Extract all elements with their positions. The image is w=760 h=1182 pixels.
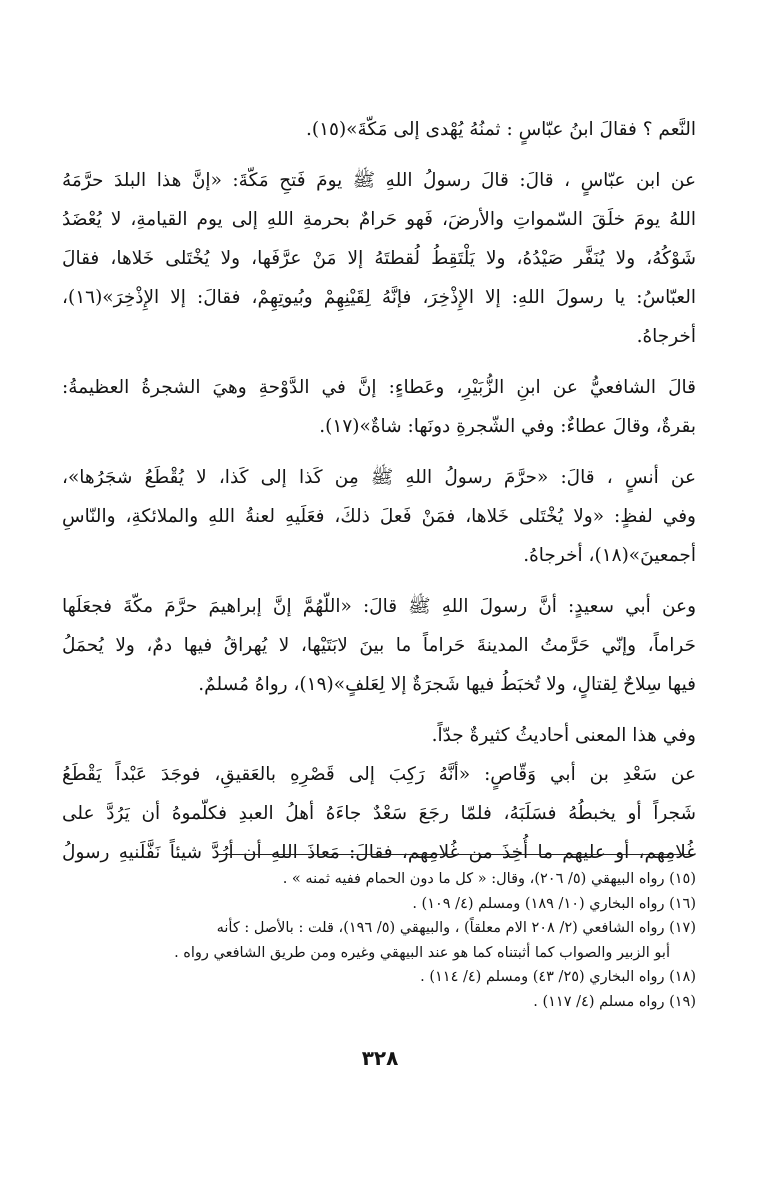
footnote-17: (١٧) رواه الشافعي (٢/ ٢٠٨ الام معلقاً) ، والبيهقي (٥/ ١٩٦)، قلت : بالأصل : كأنه bbox=[216, 920, 696, 936]
paragraph-1 bbox=[62, 110, 696, 149]
text-line: فيها سِلاحٌ لِقتالٍ، ولا تُخبَطُ فيها شَجرَةٌ إلا لِعَلفٍ»(١٩)، رواهُ مُسلمٌ. bbox=[198, 674, 696, 695]
paragraph-4 bbox=[62, 458, 696, 575]
footnote-18: (١٨) رواه البخاري (٢٥/ ٤٣) ومسلم (٤/ ١١٤) . bbox=[420, 969, 696, 985]
text-line: أجمعينَ»(١٨)، أخرجاهُ. bbox=[523, 545, 696, 566]
text-line: وفي لفظٍ: «ولا يُخْتَلى خَلاها، فمَنْ فَعلَ ذلكَ، فعَلَيهِ لعنةُ اللهِ والملائكةِ، والنّاسِ bbox=[62, 506, 696, 527]
text-line: شَجراً أو يخبطُهُ فسَلَبَهُ، فلمّا رجَعَ سَعْدٌ جاءَهُ أهلُ العبدِ فكلّموهُ أن يَرُدَّ على bbox=[62, 803, 696, 824]
text-line: قالَ الشافعيُّ عن ابنِ الزُّبَيْرِ، وعَطاءٍ: إنَّ في الدَّوْحةِ وهيَ الشجرةُ العظيمةُ: bbox=[62, 377, 696, 398]
text-line: حَراماً، وإنّي حَرَّمتُ المدينةَ حَراماً ما بينَ لابَتَيْها، لا يُهراقُ فيها دمٌ، ولا يُحمَلُ bbox=[62, 635, 696, 656]
text-line: وفي هذا المعنى أحاديثُ كثيرةٌ جدّاً. bbox=[431, 725, 696, 746]
footnotes bbox=[62, 867, 696, 1014]
footnote-19: (١٩) رواه مسلم (٤/ ١١٧) . bbox=[533, 993, 696, 1010]
text-line: بقرةٌ، وقالَ عطاءٌ: وفي الشّجرةِ دونَها: شاةٌ»(١٧). bbox=[319, 416, 696, 437]
footnote-divider bbox=[217, 854, 695, 855]
paragraph-3 bbox=[62, 368, 696, 446]
footnote-16: (١٦) رواه البخاري (١٠/ ١٨٩) ومسلم (٤/ ١٠٩) . bbox=[412, 895, 696, 912]
text-line: العبّاسُ: يا رسولَ اللهِ: إلا الإِذْخِرَ، فإنَّهُ لِقَيْنِهِمْ وبُيوتِهِمْ، فقالَ: إلا الإِذْخِرَ»(١٦)، bbox=[62, 287, 696, 308]
text-line: أخرجاهُ. bbox=[636, 326, 696, 347]
paragraph-6 bbox=[62, 716, 696, 755]
main-text bbox=[62, 110, 696, 872]
paragraph-2 bbox=[62, 161, 696, 356]
footnote-17-continuation: أبو الزبير والصواب كما أثبتناه كما هو عند البيهقي وغيره ومن طريق الشافعي رواه . bbox=[174, 944, 670, 961]
paragraph-5 bbox=[62, 587, 696, 704]
text-line: اللهُ يومَ خلَقَ السّمواتِ والأرضَ، فَهو حَرامٌ بحرمةِ اللهِ إلى يوم القيامةِ، لا يُعْضَدُ bbox=[62, 209, 696, 230]
text-line: غُلامِهم، أو عليهم ما أُخِذَ من غُلامِهم، فقالَ: مَعاذَ اللهِ أن أرُدَّ شيئاً نَفَّلَنيهِ رسولُ bbox=[62, 842, 696, 863]
text-line: عن أنسٍ ، قالَ: «حرَّمَ رسولُ اللهِ ﷺ مِن كَذا إلى كَذا، لا يُقْطَعُ شجَرُها»، bbox=[62, 467, 696, 488]
text-line: عن ابن عبّاسٍ ، قالَ: قالَ رسولُ اللهِ ﷺ يومَ فَتحِ مَكّةَ: «إنَّ هذا البلدَ حرَّمَهُ bbox=[62, 170, 696, 191]
footnote-15: (١٥) رواه البيهقي (٥/ ٢٠٦)، وقال: « كل ما دون الحمام ففيه ثمنه » . bbox=[282, 871, 696, 887]
page-number: ٣٢٨ bbox=[361, 1046, 399, 1070]
text-line: عن سَعْدِ بن أبي وَقّاصٍ: «أنَّهُ رَكِبَ إلى قَصْرِهِ بالعَقيقِ، فوجَدَ عَبْداً يَقْطَعُ bbox=[62, 764, 696, 785]
text-line: وعن أبي سعيدٍ: أنَّ رسولَ اللهِ ﷺ قالَ: «اللّهُمَّ إنَّ إبراهيمَ حرَّمَ مكّةَ فجعَلَها bbox=[62, 596, 696, 617]
text-line: شَوْكُهُ، ولا يُنَفَّر صَيْدُهُ، ولا يَلْتَقِطُ لُقطتَهُ إلا مَنْ عرَّفَها، ولا يُخْتَلى خَلاها، فقالَ bbox=[62, 248, 696, 269]
text-line: النَّعم ؟ فقالَ ابنُ عبّاسٍ : ثمنُهُ يُهْدى إلى مَكّةَ»(١٥). bbox=[305, 119, 696, 140]
